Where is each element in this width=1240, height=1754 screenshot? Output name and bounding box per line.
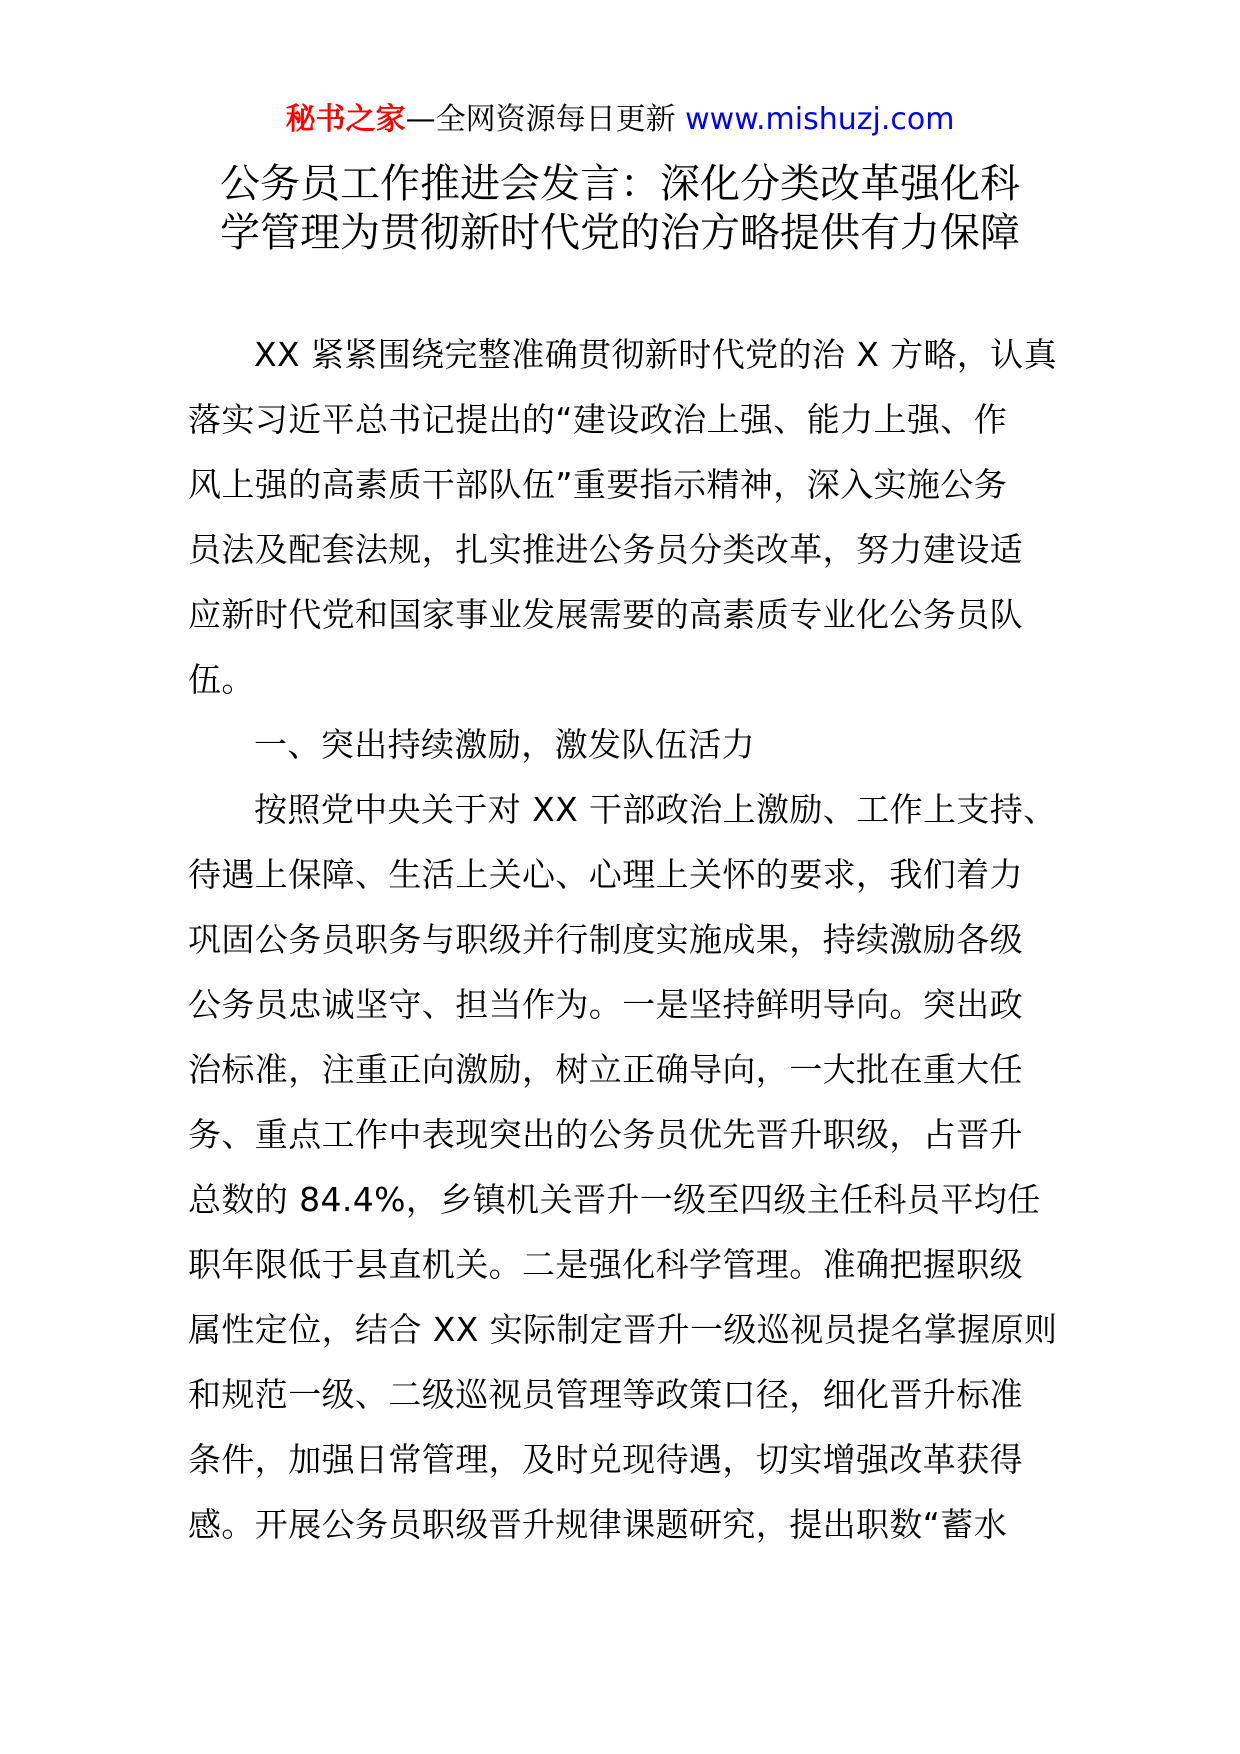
paragraph-line: 风上强的高素质干部队伍”重要指示精神，深入实施公务	[188, 465, 1008, 504]
site-header	[0, 100, 1240, 140]
document-title	[150, 160, 1090, 258]
document-body	[188, 322, 1056, 1557]
paragraph-line: 伍。	[188, 660, 255, 699]
paragraph-line: 务、重点工作中表现突出的公务员优先晋升职级，占晋升	[188, 1115, 1023, 1154]
paragraph-line: 和规范一级、二级巡视员管理等政策口径，细化晋升标准	[188, 1375, 1023, 1414]
paragraph-line: 应新时代党和国家事业发展需要的高素质专业化公务员队	[188, 595, 1023, 634]
paragraph-line: 待遇上保障、生活上关心、心理上关怀的要求，我们着力	[188, 855, 1023, 894]
paragraph-line: 条件，加强日常管理，及时兑现待遇，切实增强改革获得	[188, 1440, 1023, 1479]
paragraph-line: 总数的 84.4%，乡镇机关晋升一级至四级主任科员平均任	[188, 1180, 1041, 1219]
title-line-2: 学管理为贯彻新时代党的治方略提供有力保障	[220, 210, 1020, 256]
paragraph-line: 公务员忠诚坚守、担当作为。一是坚持鲜明导向。突出政	[188, 985, 1023, 1024]
title-line-1: 公务员工作推进会发言：深化分类改革强化科	[220, 161, 1020, 207]
paragraph-line: 感。开展公务员职级晋升规律课题研究，提出职数“蓄水	[188, 1505, 1008, 1544]
paragraph-line: 员法及配套法规，扎实推进公务员分类改革，努力建设适	[188, 530, 1023, 569]
paragraph-line: 属性定位，结合 XX 实际制定晋升一级巡视员提名掌握原则	[188, 1310, 1058, 1349]
paragraph-line: 按照党中央关于对 XX 干部政治上激励、工作上支持、	[254, 790, 1057, 829]
brand-name: 秘书之家	[285, 102, 406, 137]
section-heading: 一、突出持续激励，激发队伍活力	[254, 725, 755, 764]
site-url-link[interactable]: www.mishuzj.com	[685, 102, 955, 137]
paragraph-line: XX 紧紧围绕完整准确贯彻新时代党的治 X 方略，认真	[254, 335, 1058, 374]
paragraph-line: 落实习近平总书记提出的“建设政治上强、能力上强、作	[188, 400, 1008, 439]
paragraph-line: 治标准，注重正向激励，树立正确导向，一大批在重大任	[188, 1050, 1023, 1089]
header-tagline: —全网资源每日更新	[405, 102, 686, 137]
paragraph-line: 巩固公务员职务与职级并行制度实施成果，持续激励各级	[188, 920, 1023, 959]
paragraph-line: 职年限低于县直机关。二是强化科学管理。准确把握职级	[188, 1245, 1023, 1284]
